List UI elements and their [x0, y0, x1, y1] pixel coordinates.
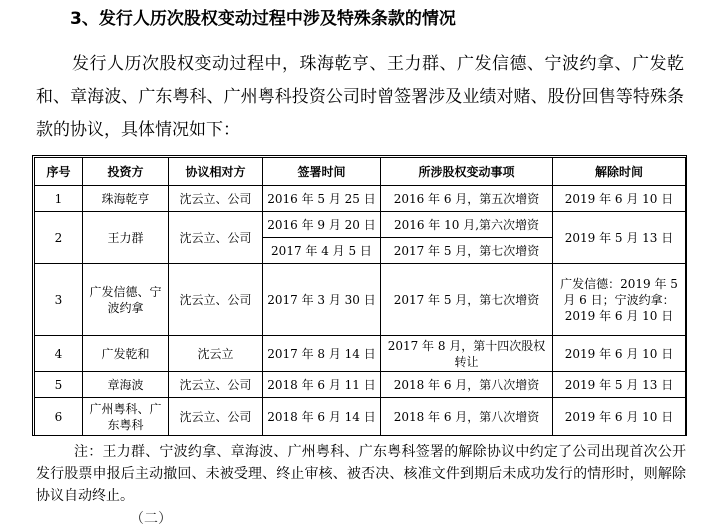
- cell-date: 2018 年 6 月 11 日: [263, 372, 381, 398]
- cell-date: 2017 年 3 月 30 日: [263, 264, 381, 336]
- cell-no: 4: [35, 336, 83, 372]
- cell-matter: 2017 年 8 月，第十四次股权转让: [381, 336, 553, 372]
- cell-date: 2017 年 4 月 5 日: [263, 238, 381, 264]
- cell-party: 沈云立、公司: [169, 212, 263, 264]
- col-header-party: 协议相对方: [169, 158, 263, 186]
- cell-matter: 2017 年 5 月，第七次增资: [381, 238, 553, 264]
- cell-release: 2019 年 6 月 10 日: [553, 336, 686, 372]
- cell-investor: 广发乾和: [83, 336, 169, 372]
- cell-investor: 广发信德、宁波约拿: [83, 264, 169, 336]
- table-row: [35, 264, 686, 336]
- cell-party: 沈云立、公司: [169, 186, 263, 212]
- cell-no: 5: [35, 372, 83, 398]
- intro-paragraph: 发行人历次股权变动过程中，珠海乾亨、王力群、广发信德、宁波约拿、广发乾和、章海波、广东粤科、广州粤科投资公司时曾签署涉及业绩对赌、股份回售等特殊条款的协议，具体情况如下：: [36, 54, 684, 140]
- cell-no: 6: [35, 398, 83, 436]
- col-header-date: 签署时间: [263, 158, 381, 186]
- table-row: [35, 186, 686, 212]
- cell-no: 3: [35, 264, 83, 336]
- cell-matter: 2016 年 6 月，第五次增资: [381, 186, 553, 212]
- next-section-cut-text: （二）: [130, 511, 172, 527]
- cell-no: 2: [35, 212, 83, 264]
- cell-party: 沈云立: [169, 336, 263, 372]
- cell-release: 2019 年 6 月 10 日: [553, 186, 686, 212]
- table-footnote: 注：王力群、宁波约拿、章海波、广州粤科、广东粤科签署的解除协议中约定了公司出现首次公开发行股票申报后主动撤回、未被受理、终止审核、被否决、核准文件到期后未成功发行的情形时，则解除协议自动终止。: [36, 444, 686, 504]
- cell-date: 2016 年 9 月 20 日: [263, 212, 381, 238]
- cell-date: 2017 年 8 月 14 日: [263, 336, 381, 372]
- cell-matter: 2018 年 6 月，第八次增资: [381, 372, 553, 398]
- section-heading: 3、发行人历次股权变动过程中涉及特殊条款的情况: [70, 9, 456, 29]
- cell-investor: 珠海乾亨: [83, 186, 169, 212]
- cell-matter: 2017 年 5 月，第七次增资: [381, 264, 553, 336]
- cell-release: 2019 年 5 月 13 日: [553, 372, 686, 398]
- col-header-investor: 投资方: [83, 158, 169, 186]
- cell-investor: 广州粤科、广东粤科: [83, 398, 169, 436]
- cell-matter: 2018 年 6 月，第八次增资: [381, 398, 553, 436]
- table-header-row: [35, 158, 686, 186]
- cell-investor: 章海波: [83, 372, 169, 398]
- col-header-no: 序号: [35, 158, 83, 186]
- table-row: [35, 372, 686, 398]
- cell-investor: 王力群: [83, 212, 169, 264]
- table-row: [35, 336, 686, 372]
- cell-release: 广发信德：2019 年 5 月 6 日；宁波约拿：2019 年 6 月 10 日: [553, 264, 686, 336]
- cell-party: 沈云立、公司: [169, 264, 263, 336]
- table-row: [35, 212, 686, 238]
- cell-matter: 2016 年 10 月,第六次增资: [381, 212, 553, 238]
- cell-date: 2018 年 6 月 14 日: [263, 398, 381, 436]
- col-header-matter: 所涉股权变动事项: [381, 158, 553, 186]
- cell-party: 沈云立、公司: [169, 372, 263, 398]
- special-terms-table: [34, 157, 686, 436]
- cell-release: 2019 年 6 月 10 日: [553, 398, 686, 436]
- cell-party: 沈云立、公司: [169, 398, 263, 436]
- col-header-release: 解除时间: [553, 158, 686, 186]
- cell-date: 2016 年 5 月 25 日: [263, 186, 381, 212]
- cell-release: 2019 年 5 月 13 日: [553, 212, 686, 264]
- table-row: [35, 398, 686, 436]
- cell-no: 1: [35, 186, 83, 212]
